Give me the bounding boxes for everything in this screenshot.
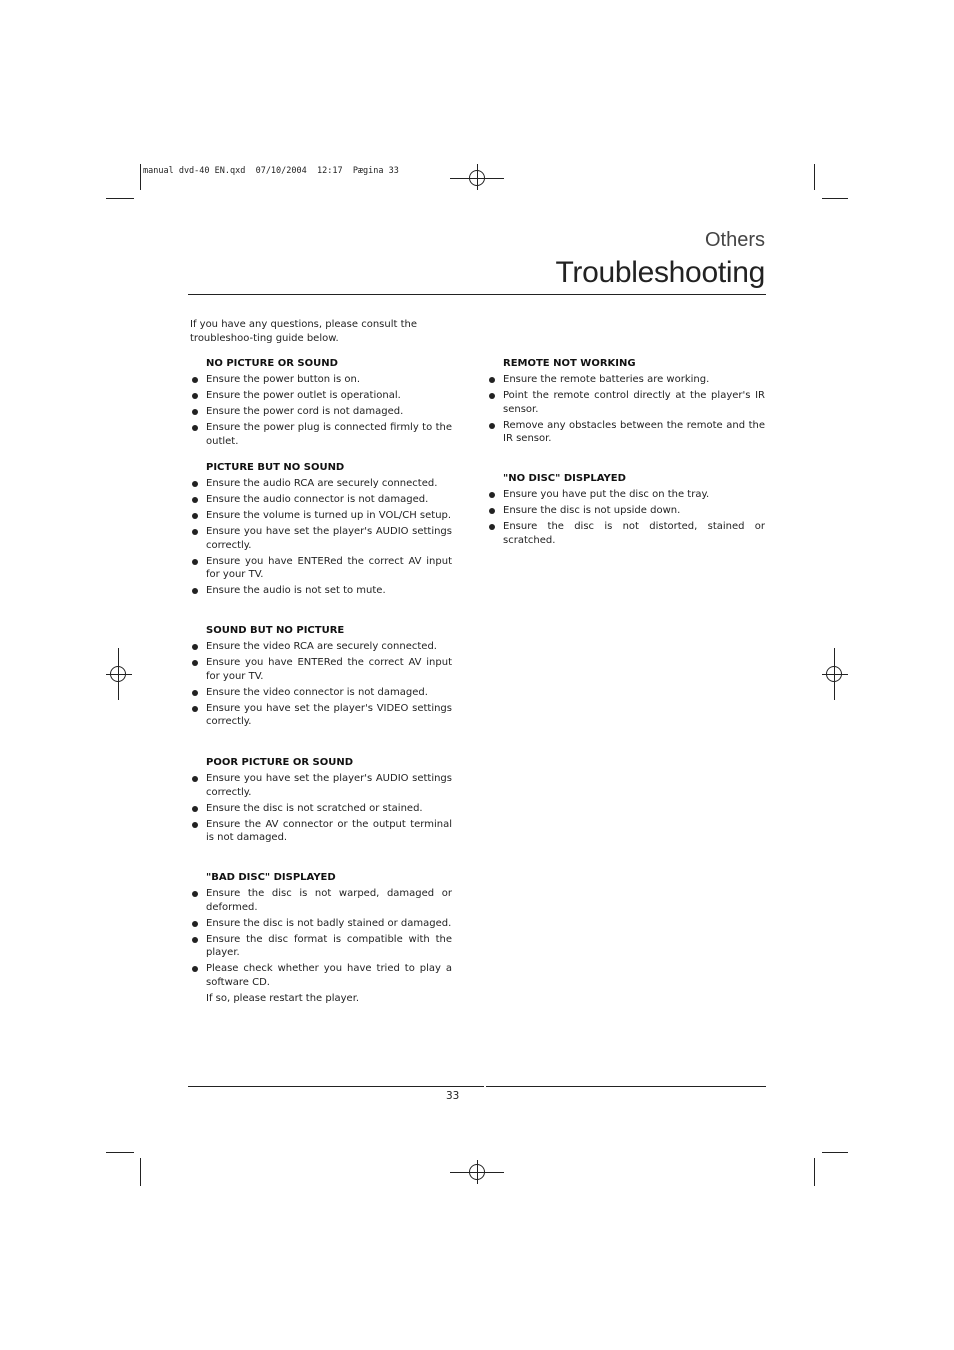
- list-item: Ensure the power outlet is operational.: [190, 389, 452, 403]
- bullet-icon: [192, 937, 198, 943]
- intro-text: If you have any questions, please consult the troubleshoo-ting guide below.: [190, 319, 417, 344]
- bullet-icon: [192, 921, 198, 927]
- list-item: Remove any obstacles between the remote and the IR sensor.: [487, 419, 765, 446]
- group-heading: POOR PICTURE OR SOUND: [206, 757, 354, 768]
- page-title: Troubleshooting: [555, 256, 765, 289]
- crop-mark: [106, 1152, 134, 1153]
- group-note: If so, please restart the player.: [206, 992, 360, 1004]
- bullet-icon: [489, 377, 495, 383]
- list-item: Ensure the audio is not set to mute.: [190, 584, 452, 598]
- bullet-icon: [192, 513, 198, 519]
- bullet-icon: [192, 409, 198, 415]
- bullet-icon: [192, 690, 198, 696]
- list-item: Ensure you have set the player's AUDIO settings correctly.: [190, 772, 452, 799]
- group-heading: REMOTE NOT WORKING: [503, 358, 636, 369]
- list-item: Ensure you have ENTERed the correct AV input for your TV.: [190, 656, 452, 683]
- bullet-icon: [192, 891, 198, 897]
- registration-mark-circle: [826, 666, 842, 682]
- troubleshoot-group-poor-picture-or-sound: [190, 757, 452, 847]
- crop-mark: [822, 198, 848, 199]
- group-heading: NO PICTURE OR SOUND: [206, 358, 338, 369]
- list-item: Ensure you have put the disc on the tray.: [487, 488, 765, 502]
- bullet-icon: [192, 529, 198, 535]
- bullet-icon: [192, 588, 198, 594]
- crop-mark: [106, 198, 134, 199]
- list-item: Ensure the remote batteries are working.: [487, 373, 765, 387]
- bullet-icon: [192, 776, 198, 782]
- bullet-icon: [489, 508, 495, 514]
- list-item: Ensure the power plug is connected firmly to the outlet.: [190, 421, 452, 448]
- group-heading: PICTURE BUT NO SOUND: [206, 462, 345, 473]
- list-item: Ensure the disc is not badly stained or damaged.: [190, 917, 452, 931]
- crop-mark: [814, 164, 815, 190]
- bullet-icon: [192, 806, 198, 812]
- list-item: Ensure the disc format is compatible with the player.: [190, 933, 452, 960]
- list-item: Ensure the video connector is not damaged.: [190, 686, 452, 700]
- section-label: Others: [704, 229, 765, 251]
- list-item: Ensure the power cord is not damaged.: [190, 405, 452, 419]
- page-number: 33: [446, 1090, 460, 1102]
- footer-rule-left: [188, 1086, 484, 1087]
- list-item: Ensure you have set the player's AUDIO settings correctly.: [190, 525, 452, 552]
- list-item: Ensure the AV connector or the output terminal is not damaged.: [190, 818, 452, 845]
- troubleshoot-group-remote-not-working: [487, 358, 765, 448]
- list-item: Ensure the disc is not scratched or stained.: [190, 802, 452, 816]
- bullet-icon: [489, 393, 495, 399]
- list-item: Ensure the video RCA are securely connected.: [190, 640, 452, 654]
- crop-mark: [140, 164, 141, 190]
- list-item: Ensure the disc is not warped, damaged or deformed.: [190, 887, 452, 914]
- bullet-icon: [489, 524, 495, 530]
- list-item: Ensure the audio RCA are securely connected.: [190, 477, 452, 491]
- list-item: Ensure the volume is turned up in VOL/CH setup.: [190, 509, 452, 523]
- troubleshoot-group-no-picture-or-sound: [190, 358, 452, 451]
- bullet-icon: [192, 660, 198, 666]
- troubleshoot-group-sound-but-no-picture: [190, 625, 452, 731]
- bullet-icon: [192, 481, 198, 487]
- bullet-icon: [192, 706, 198, 712]
- troubleshoot-group-no-disc-displayed: [487, 473, 765, 550]
- bullet-icon: [192, 966, 198, 972]
- footer-rule-right: [486, 1086, 766, 1087]
- bullet-icon: [192, 377, 198, 383]
- bullet-icon: [192, 497, 198, 503]
- list-item: Ensure you have set the player's VIDEO settings correctly.: [190, 702, 452, 729]
- group-heading: "BAD DISC" DISPLAYED: [206, 872, 336, 883]
- print-slug: manual dvd-40 EN.qxd 07/10/2004 12:17 Pægina 33: [143, 166, 399, 176]
- troubleshoot-group-bad-disc-displayed: [190, 872, 452, 1005]
- crop-mark: [140, 1158, 141, 1186]
- crop-mark: [814, 1158, 815, 1186]
- list-item: Point the remote control directly at the player's IR sensor.: [487, 389, 765, 416]
- list-item: Ensure the disc is not distorted, stained or scratched.: [487, 520, 765, 547]
- list-item: Ensure you have ENTERed the correct AV input for your TV.: [190, 555, 452, 582]
- list-item: Ensure the audio connector is not damaged.: [190, 493, 452, 507]
- bullet-icon: [192, 644, 198, 650]
- bullet-icon: [192, 822, 198, 828]
- registration-mark-circle: [110, 666, 126, 682]
- bullet-icon: [192, 559, 198, 565]
- troubleshoot-group-picture-but-no-sound: [190, 462, 452, 600]
- bullet-icon: [192, 393, 198, 399]
- registration-mark-circle: [469, 1164, 485, 1180]
- crop-mark: [822, 1152, 848, 1153]
- group-heading: "NO DISC" DISPLAYED: [503, 473, 626, 484]
- list-item: Please check whether you have tried to play a software CD.: [190, 962, 452, 989]
- list-item: Ensure the disc is not upside down.: [487, 504, 765, 518]
- bullet-icon: [192, 425, 198, 431]
- group-heading: SOUND BUT NO PICTURE: [206, 625, 345, 636]
- registration-mark-circle: [469, 170, 485, 186]
- list-item: Ensure the power button is on.: [190, 373, 452, 387]
- bullet-icon: [489, 492, 495, 498]
- bullet-icon: [489, 423, 495, 429]
- header-rule: [188, 294, 766, 295]
